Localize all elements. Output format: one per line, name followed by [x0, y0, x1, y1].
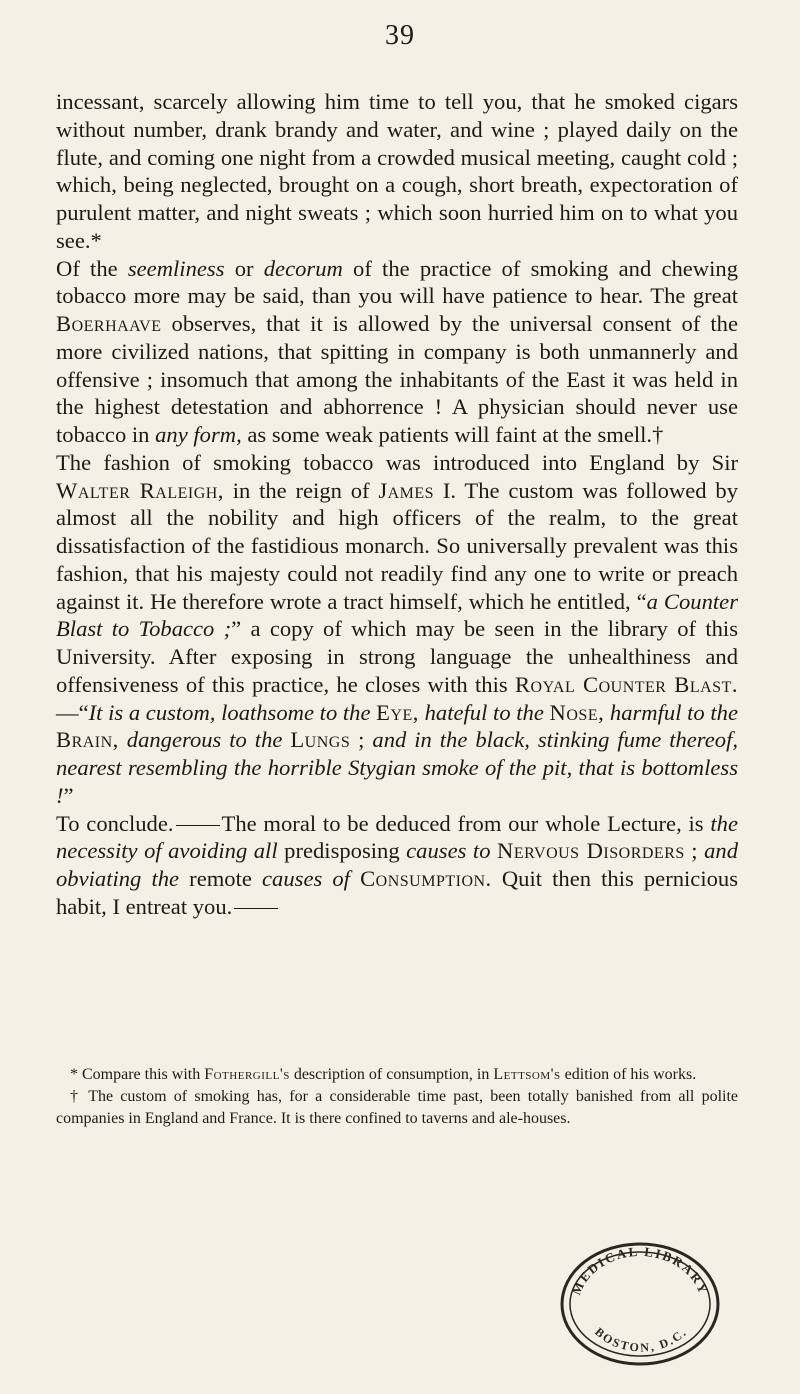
text-run: Quit then this pernicious habit, I entreat you.	[56, 866, 738, 919]
text-run: Of the	[56, 255, 128, 281]
name-james: James	[378, 477, 435, 503]
name-raleigh: Walter Raleigh,	[56, 477, 224, 503]
text-run: as some weak patients will faint at the smell.†	[241, 422, 664, 447]
text-run: ”	[63, 782, 74, 808]
paragraph-2	[56, 255, 738, 449]
text-run: ” a copy of which may be seen in the library of this University. After exposing in strong language the unhealthiness and offensiveness of this practice, he closes with this	[56, 616, 738, 697]
text-run: * Compare this with	[70, 1066, 205, 1083]
body-text	[56, 88, 738, 921]
sc-lungs: Lungs	[290, 727, 351, 753]
footnote-2: † The custom of smoking has, for a considerable time past, been totally banished from all polite companies in England and France. It is there confined to taverns and ale-houses.	[56, 1088, 738, 1127]
name-fothergill: Fothergill's	[204, 1066, 290, 1083]
sc-consumption: Consumption.	[360, 866, 492, 891]
sc-brain: Brain,	[56, 727, 119, 753]
sc-eye: Eye,	[376, 699, 419, 725]
footnote-1	[56, 1064, 738, 1086]
emphasis: and in the black, stinking fume thereof, nearest resembling the horrible Stygian smoke of the pit, that is bottomless !	[56, 727, 738, 808]
text-run: predisposing	[277, 838, 407, 864]
library-stamp-icon	[556, 1238, 724, 1368]
sc-nervous-disorders: Nervous Disorders	[497, 838, 685, 864]
text-run: in the reign of	[223, 477, 379, 503]
text-run: of the practice of smoking and chewing tobacco more may be said, than you will have patience to hear. The great	[56, 255, 738, 309]
text-run: description of consumption, in	[289, 1066, 494, 1083]
text-run: edition of his works.	[560, 1066, 697, 1083]
emphasis: the necessity of avoiding all	[56, 810, 738, 864]
library-stamp	[556, 1238, 724, 1368]
emphasis: causes of	[262, 866, 350, 891]
emphasis: decorum	[263, 255, 343, 281]
text-run: —“	[56, 699, 89, 725]
page-number: 39	[385, 20, 415, 51]
text-run: observes, that it is allowed by the universal consent of the more civilized nations, that spitting in company is both unmannerly and offensive ; insomuch that among the inhabitants of the East it was held in the highest detestation and abhorrence ! A physician should never use tobacco in	[56, 311, 738, 447]
text-run: or	[224, 255, 264, 281]
sc-nose: Nose,	[549, 699, 605, 725]
text-run: ;	[684, 838, 705, 864]
text-run: To conclude.	[56, 810, 174, 836]
emphasis: hateful to the	[418, 699, 550, 725]
emphasis: any form,	[155, 422, 242, 447]
stamp-bottom-text: BOSTON, D.C.	[592, 1324, 690, 1355]
em-rule	[176, 825, 220, 826]
em-rule	[234, 908, 278, 909]
text-run: I. The custom was followed by almost all the nobility and high officers of the realm, to the great dissatisfaction of the fastidious monarch. So universally prevalent was this fashion, that his majesty could not readily find any one to write or preach against it. He therefore wrote a tract himself, which he entitled, “	[56, 477, 738, 614]
emphasis: It is a custom, loathsome to the	[88, 699, 377, 725]
paragraph-3	[56, 449, 738, 810]
emphasis: causes to	[406, 838, 491, 864]
emphasis: harmful to the	[604, 699, 738, 725]
footnotes	[56, 1064, 738, 1130]
emphasis: seemliness	[127, 255, 225, 281]
text-run: remote	[179, 866, 263, 891]
text-run: ;	[350, 727, 373, 753]
stamp-top-text: MEDICAL LIBRARY	[568, 1243, 712, 1298]
paragraph-1: incessant, scarcely allowing him time to tell you, that he smoked cigars without number, drank brandy and water, and wine ; played daily on the flute, and coming one night from a crowded musical meeting, caught cold ; which, being neglected, brought on a cough, short breath, expectoration of purulent matter, and night sweats ; which soon hurried him on to what you see.*	[56, 89, 738, 253]
svg-text:MEDICAL LIBRARY	[568, 1244, 711, 1297]
royal-counter-blast: Royal Counter Blast.	[514, 671, 739, 697]
name-lettsom: Lettsom's	[493, 1066, 561, 1083]
name-boerhaave: Boerhaave	[56, 311, 162, 336]
paragraph-4	[56, 810, 738, 921]
text-run: The fashion of smoking tobacco was introduced into England by Sir	[56, 449, 738, 475]
emphasis: and obviating the	[56, 838, 738, 891]
tract-title: a Counter Blast to Tobacco ;	[56, 588, 738, 642]
text-run: The moral to be deduced from our whole Lecture, is	[221, 810, 711, 836]
emphasis: dangerous to the	[118, 727, 291, 753]
